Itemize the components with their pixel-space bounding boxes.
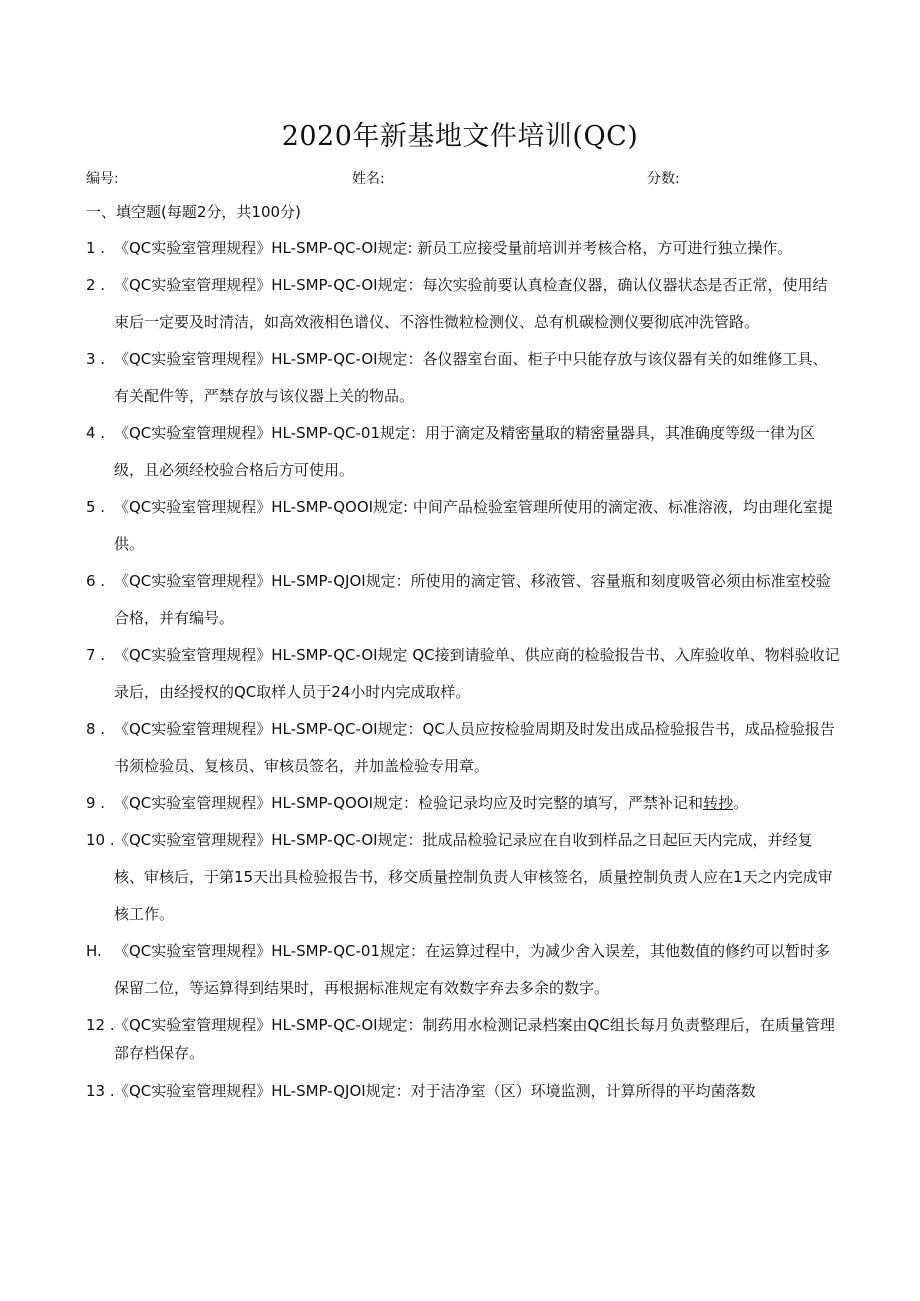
question-text: 《QC实验室管理规程》HL-SMP-QJOI规定：所使用的滴定管、移液管、容量瓶和刻度吸管必须由标准室校验合格，并有编号。 <box>114 572 831 627</box>
question-item <box>86 1007 840 1073</box>
question-item <box>86 1073 840 1110</box>
question-item <box>86 785 840 822</box>
question-text: 《QC实验室管理规程》HL-SMP-QJOI规定：对于洁净室（区）环境监测，计算所得的平均菌落数 <box>114 1082 756 1100</box>
question-item <box>86 489 840 563</box>
question-text: 《QC实验室管理规程》HL-SMP-QC-01规定：在运算过程中，为减少舍入误差，其他数值的修约可以暂时多保留二位，等运算得到结果时，再根据标准规定有效数字弃去多余的数字。 <box>114 942 830 997</box>
question-item <box>86 822 840 933</box>
question-text: 《QC实验室管理规程》HL-SMP-QOOI规定：检验记录均应及时完整的填写，严禁补记和 <box>114 794 704 812</box>
question-number: H. <box>86 942 102 960</box>
question-text-end: 。 <box>733 794 749 812</box>
question-number: 10 . <box>86 831 115 849</box>
question-number: 4 . <box>86 424 106 442</box>
question-number: 8 . <box>86 720 106 738</box>
question-number: 6 . <box>86 572 106 590</box>
question-number: 1 . <box>86 239 106 257</box>
question-text: 《QC实验室管理规程》HL-SMP-QC-01规定：用于滴定及精密量取的精密量器具，其准确度等级一律为区级，且必须经校验合格后方可使用。 <box>114 424 815 479</box>
question-number: 3 . <box>86 350 106 368</box>
underlined-term: 转抄 <box>703 794 734 812</box>
question-text: 《QC实验室管理规程》HL-SMP-QOOI规定: 中间产品检验室管理所使用的滴定液、标准溶液，均由理化室提供。 <box>114 498 833 553</box>
question-number: 5 . <box>86 498 106 516</box>
question-item <box>86 637 840 711</box>
number-label: 编号: <box>86 171 119 187</box>
question-number: 7 . <box>86 646 106 664</box>
question-item <box>86 341 840 415</box>
question-item <box>86 711 840 785</box>
page-title: 2020年新基地文件培训(QC) <box>281 121 639 152</box>
question-text: 《QC实验室管理规程》HL-SMP-QC-OI规定：各仪器室台面、柜子中只能存放与该仪器有关的如维修工具、有关配件等，严禁存放与该仪器上关的物品。 <box>114 350 828 405</box>
question-item <box>86 415 840 489</box>
question-text: 《QC实验室管理规程》HL-SMP-QC-OI规定：制药用水检测记录档案由QC组长每月负责整理后，在质量管理部存档保存。 <box>114 1016 835 1062</box>
question-number: 2 . <box>86 276 106 294</box>
question-text: 《QC实验室管理规程》HL-SMP-QC-OI规定：批成品检验记录应在自收到样品之日起叵天内完成，并经复核、审核后，于第15天出具检验报告书，移交质量控制负责人审核签名，质量控制负责人应在1天之内完成审核工作。 <box>114 831 833 923</box>
question-item <box>86 267 840 341</box>
question-text: 《QC实验室管理规程》HL-SMP-QC-OI规定：每次实验前要认真检查仪器，确认仪器状态是否正常，使用结束后一定要及时清洁，如高效液相色谱仪、不溶性微粒检测仪、总有机碳检测仪要彻底冲洗管路。 <box>114 276 828 331</box>
question-item <box>86 933 840 1007</box>
question-number: 9 . <box>86 794 106 812</box>
question-list <box>86 230 840 1110</box>
name-label: 姓名: <box>352 171 385 187</box>
section-heading: 一、填空题(每题2分，共100分) <box>86 203 301 221</box>
question-item <box>86 230 840 267</box>
question-number: 13 . <box>86 1082 115 1100</box>
question-text: 《QC实验室管理规程》HL-SMP-QC-OI规定: 新员工应接受量前培训并考核合格，方可进行独立操作。 <box>114 239 793 257</box>
question-item <box>86 563 840 637</box>
score-label: 分数: <box>647 171 680 187</box>
question-text: 《QC实验室管理规程》HL-SMP-QC-OI规定 QC接到请验单、供应商的检验报告书、入库验收单、物料验收记录后，由经授权的QC取样人员于24小时内完成取样。 <box>114 646 840 701</box>
question-text: 《QC实验室管理规程》HL-SMP-QC-OI规定：QC人员应按检验周期及时发出成品检验报告书，成品检验报告书须检验员、复核员、审核员签名，并加盖检验专用章。 <box>114 720 835 775</box>
question-number: 12 . <box>86 1016 115 1034</box>
